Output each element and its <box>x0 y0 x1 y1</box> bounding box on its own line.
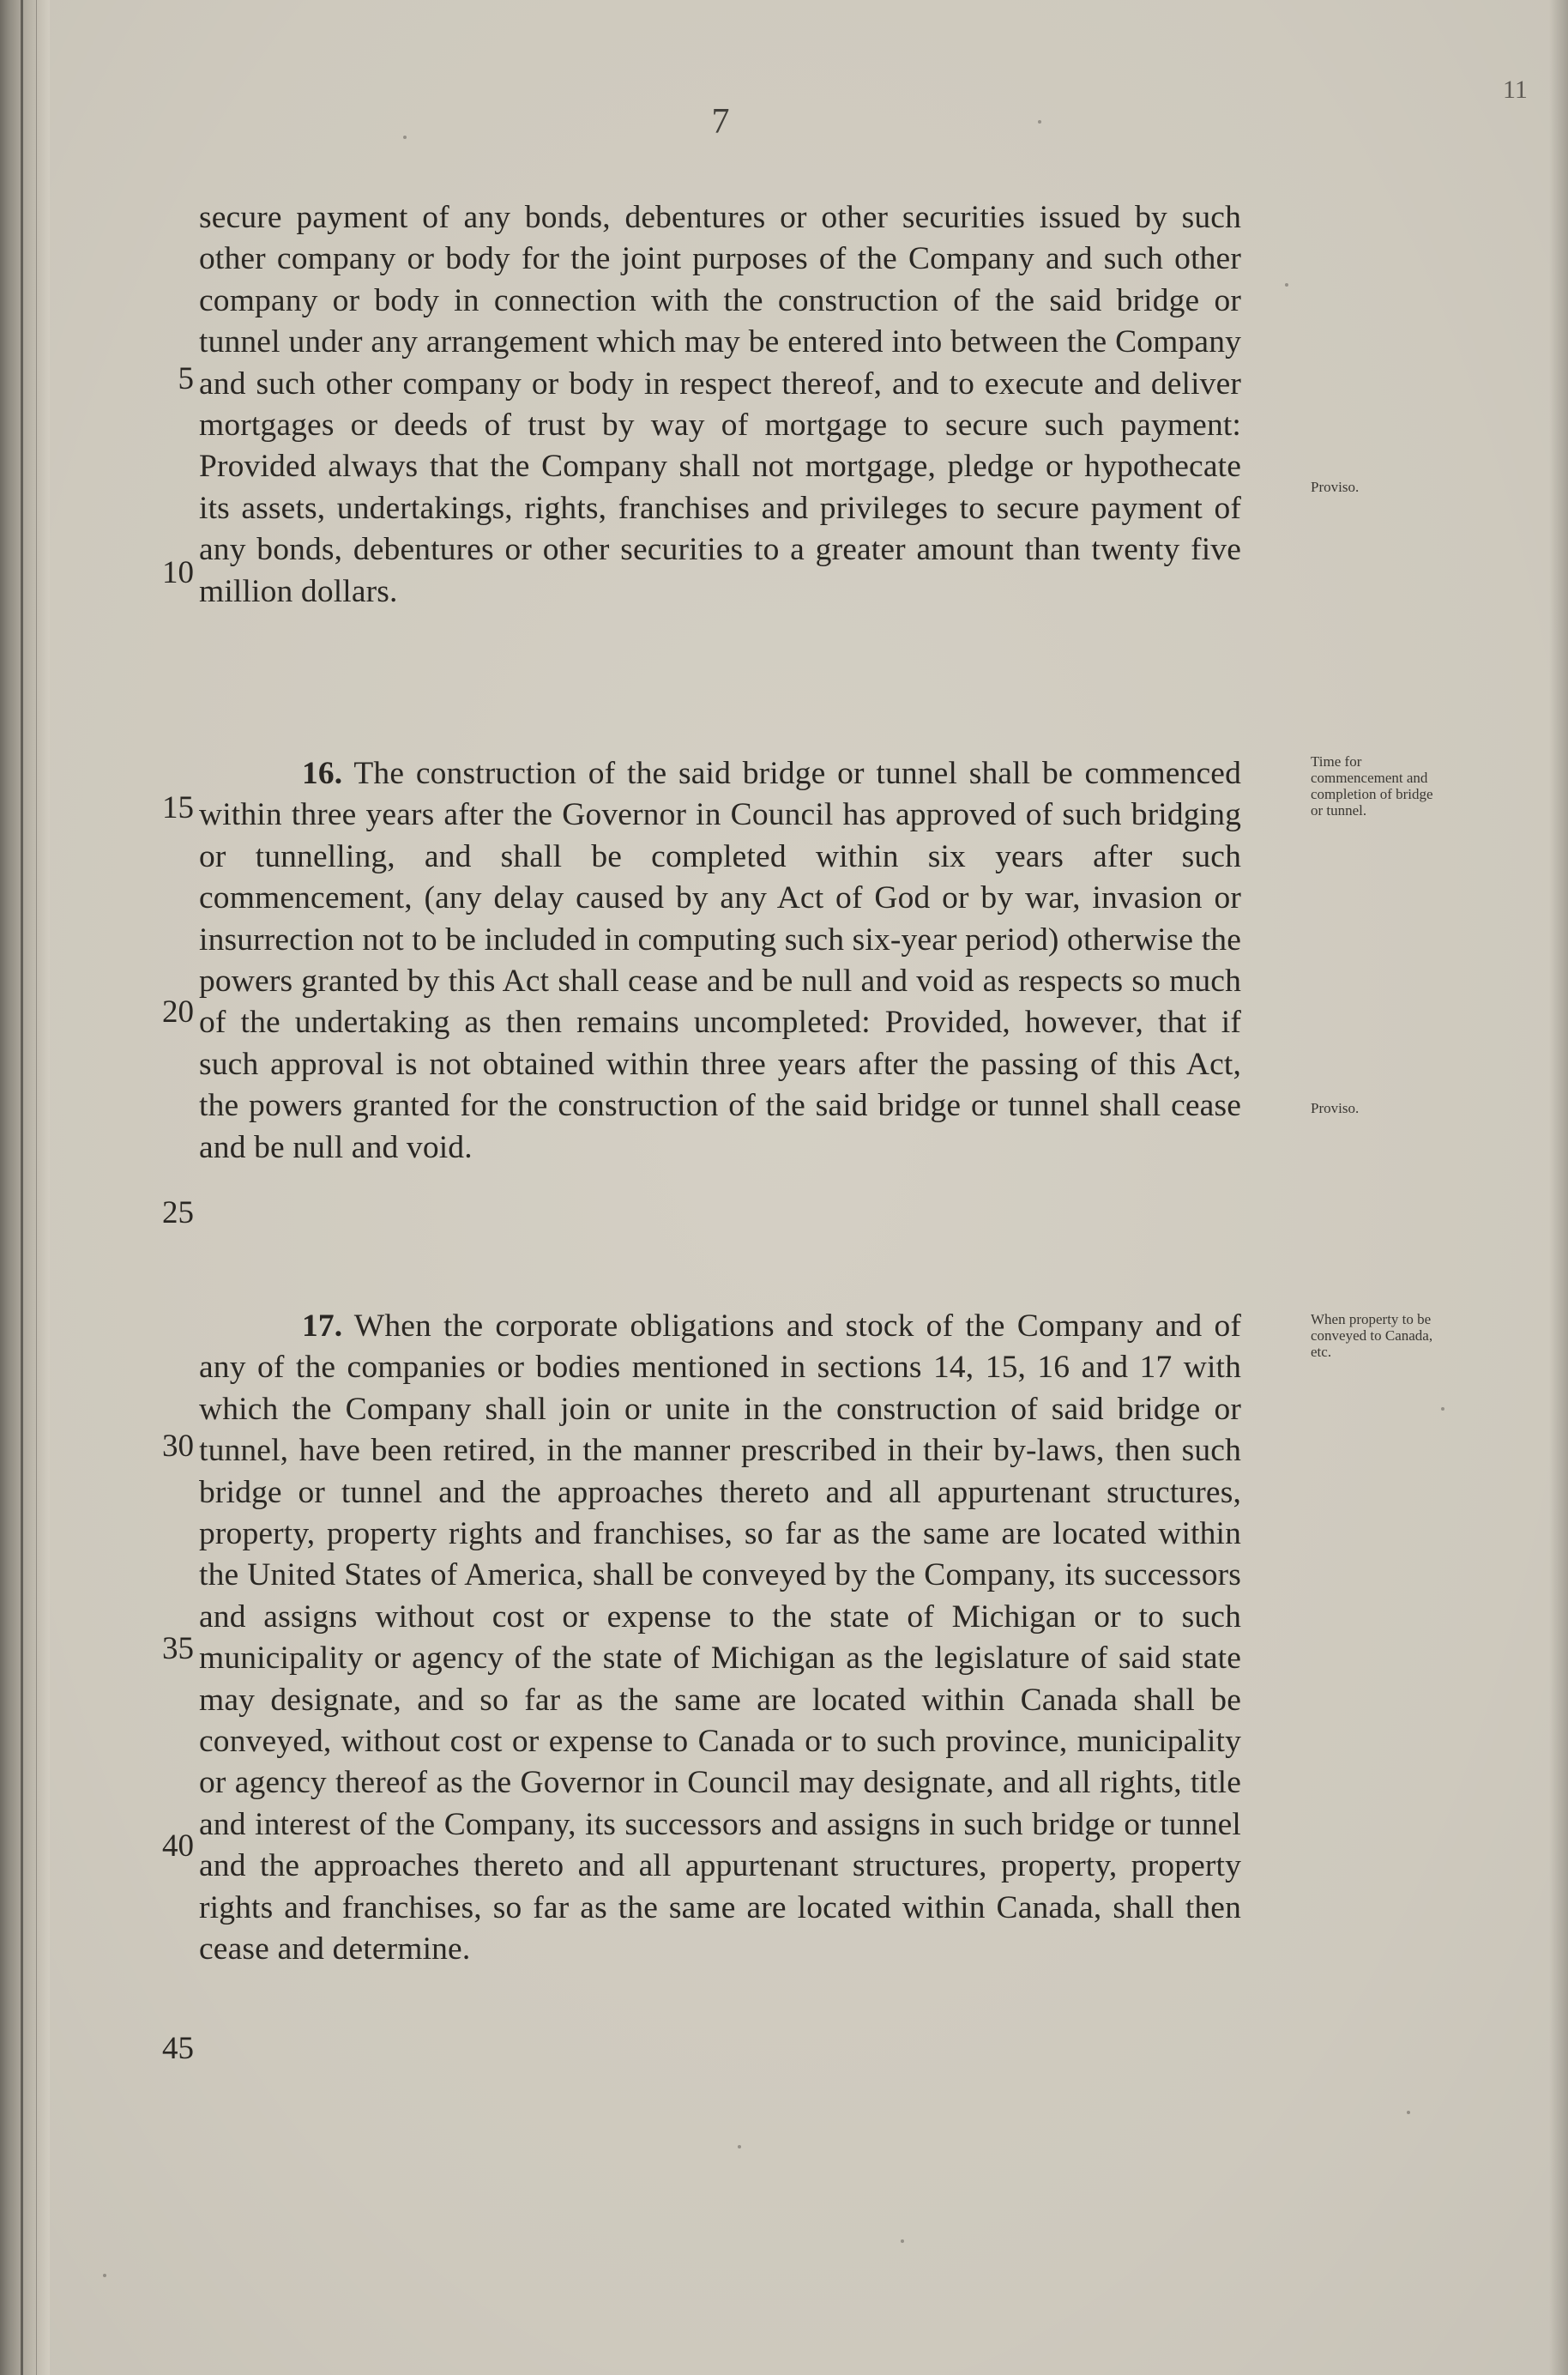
paragraph-section-16 <box>199 753 1241 1169</box>
line-number: 15 <box>162 790 194 825</box>
paragraph-text: The construction of the said bridge or tunnel shall be commenced within three years after the Governor in Council has approved of such bridging or tunnelling, and shall be completed within six years after such commencement, (any delay caused by any Act of God or by war, invasion or insurrection not to be included in computing such six-year period) otherwise the powers granted by this Act shall cease and be null and void as respects so much of the undertaking as then remains uncompleted: Provided, however, that if such approval is not obtained within three years after the passing of this Act, the powers granted for the construction of the said bridge or tunnel shall cease and be null and void. <box>199 756 1241 1165</box>
paragraph-section-17 <box>199 1306 1241 1971</box>
line-number: 5 <box>178 361 194 396</box>
margin-note-time-for-commencement: Time for commencement and completion of bridge or tunnel. <box>1311 753 1433 819</box>
gutter-fold-line <box>36 0 37 2375</box>
paragraph-body <box>199 753 1241 1169</box>
gutter-shadow-line <box>21 0 23 2375</box>
page-number: 7 <box>711 102 730 142</box>
line-number: 40 <box>162 1828 194 1864</box>
line-number: 20 <box>162 994 194 1030</box>
scan-speck <box>738 2145 741 2148</box>
margin-note-when-property-conveyed: When property to be conveyed to Canada, etc. <box>1311 1311 1433 1360</box>
scan-speck <box>1441 1407 1444 1411</box>
paragraph-text: When the corporate obligations and stock of the Company and of any of the companies or bodies mentioned in sections 14, 15, 16 and 17 with which the Company shall join or unite in the construction of said bridge or tunnel, have been retired, in the manner prescribed in their by-laws, then such bridge or tunnel and the approaches thereto and all appurtenant structures, property, property rights and franchises, so far as the same are located within the United States of America, shall be conveyed by the Company, its successors and assigns without cost or expense to the state of Michigan or to such municipality or agency of the state of Michigan as the legislature of said state may designate, and so far as the same are located within Canada shall be conveyed, without cost or expense to Canada or to such province, municipality or agency thereof as the Governor in Council may designate, and all rights, title and interest of the Company, its successors and assigns in such bridge or tunnel and the approaches thereto and all appurtenant structures, property, property rights and franchises, so far as the same are located within Canada, shall then cease and determine. <box>199 1308 1241 1967</box>
line-number: 10 <box>162 555 194 590</box>
scan-speck <box>1038 120 1041 124</box>
scan-speck <box>103 2274 106 2277</box>
scan-speck <box>1407 2111 1410 2114</box>
paragraph-securities <box>199 197 1241 613</box>
scan-speck <box>901 2239 904 2243</box>
line-number: 30 <box>162 1429 194 1464</box>
scan-speck <box>1285 283 1288 287</box>
paragraph-body <box>199 1306 1241 1971</box>
scan-speck <box>403 136 407 139</box>
line-number: 25 <box>162 1195 194 1230</box>
section-number: 17. <box>302 1308 343 1344</box>
line-number: 45 <box>162 2031 194 2066</box>
line-number: 35 <box>162 1631 194 1666</box>
section-number: 16. <box>302 756 343 791</box>
paragraph-text: secure payment of any bonds, debentures or other securities issued by such other company or body for the joint purposes of the Company and such other company or body in connection with the construction of the said bridge or tunnel under any arrangement which may be entered into between the Company and such other company or body in respect thereof, and to execute and deliver mortgages or deeds of trust by way of mortgage to secure such payment: Provided always that the Company shall not mortgage, pledge or hypothecate its assets, undertakings, rights, franchises and privileges to secure payment of any bonds, debentures or other securities to a greater amount than twenty five million dollars. <box>199 200 1241 609</box>
page-right-edge <box>1549 0 1568 2375</box>
binding-gutter <box>0 0 50 2375</box>
corner-mark: 11 <box>1503 76 1528 104</box>
margin-note-proviso: Proviso. <box>1311 1100 1360 1116</box>
margin-note-proviso: Proviso. <box>1311 479 1360 495</box>
